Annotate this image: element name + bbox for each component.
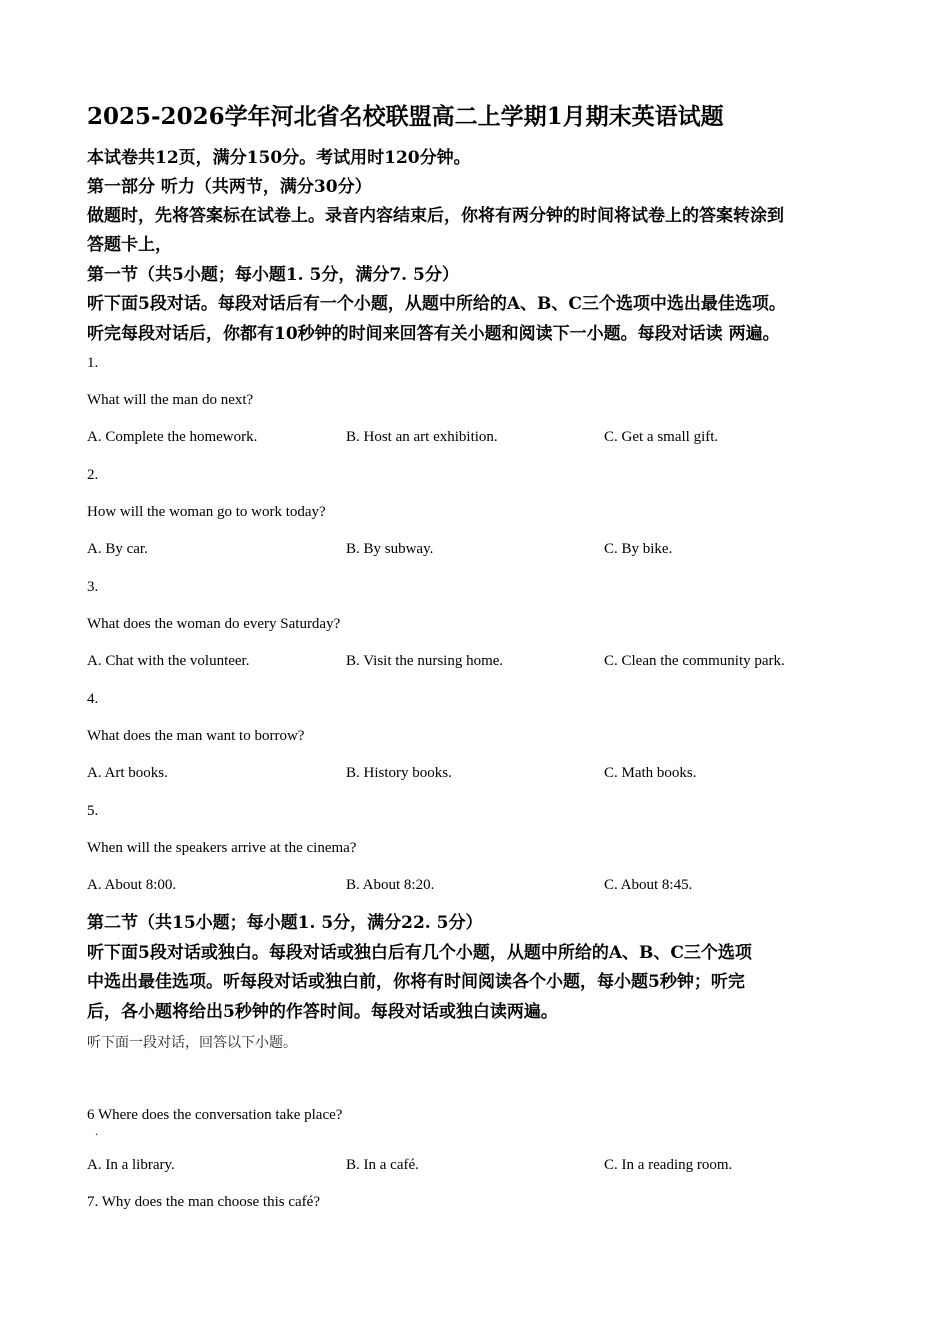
question-number: 3. — [87, 579, 99, 595]
option-c: C. In a reading room. — [604, 1157, 733, 1173]
question-text: What will the man do next? — [87, 392, 254, 408]
question-dot: . — [95, 1124, 98, 1138]
option-b: B. In a café. — [346, 1157, 419, 1173]
option-c: C. By bike. — [604, 541, 673, 557]
page-title: 2025-2026学年河北省名校联盟高二上学期1月期末英语试题 — [87, 103, 724, 130]
question-number: 2. — [87, 467, 99, 483]
option-b: B. About 8:20. — [346, 877, 435, 893]
question-text: 7. Why does the man choose this café? — [87, 1194, 320, 1210]
question-text: 6 Where does the conversation take place? — [87, 1107, 343, 1123]
question-number: 1. — [87, 355, 99, 371]
question-number: 5. — [87, 803, 99, 819]
option-a: A. Art books. — [87, 765, 168, 781]
option-c: C. Clean the community park. — [604, 653, 785, 669]
intro-line-1: 本试卷共12页，满分150分。考试用时120分钟。 — [87, 148, 471, 168]
question-text: What does the man want to borrow? — [87, 728, 305, 744]
section2-instruction-2: 中选出最佳选项。听每段对话或独白前，你将有时间阅读各个小题，每小题5秒钟；听完 — [87, 972, 745, 992]
section1-header: 第一节（共5小题；每小题1. 5分，满分7. 5分） — [87, 265, 459, 285]
option-a: A. In a library. — [87, 1157, 175, 1173]
question-number: 4. — [87, 691, 99, 707]
intro-line-2: 第一部分 听力（共两节，满分30分） — [87, 177, 372, 197]
section2-instruction-1: 听下面5段对话或独白。每段对话或独白后有几个小题，从题中所给的A、B、C三个选项 — [87, 943, 752, 963]
option-b: B. History books. — [346, 765, 452, 781]
question-text: How will the woman go to work today? — [87, 504, 326, 520]
question-text: When will the speakers arrive at the cinema? — [87, 840, 357, 856]
option-b: B. By subway. — [346, 541, 434, 557]
option-a: A. About 8:00. — [87, 877, 177, 893]
option-a: A. Complete the homework. — [87, 429, 258, 445]
section1-instruction-1: 听下面5段对话。每段对话后有一个小题，从题中所给的A、B、C三个选项中选出最佳选项。 — [87, 294, 786, 314]
option-a: A. By car. — [87, 541, 148, 557]
question-text: What does the woman do every Saturday? — [87, 616, 341, 632]
option-c: C. Get a small gift. — [604, 429, 719, 445]
option-b: B. Visit the nursing home. — [346, 653, 504, 669]
section2-header: 第二节（共15小题；每小题1. 5分，满分22. 5分） — [87, 913, 483, 933]
section1-instruction-2: 听完每段对话后，你都有10秒钟的时间来回答有关小题和阅读下一小题。每段对话读 两遍。 — [87, 324, 780, 344]
option-b: B. Host an art exhibition. — [346, 429, 498, 445]
intro-line-3: 做题时，先将答案标在试卷上。录音内容结束后，你将有两分钟的时间将试卷上的答案转涂到 — [87, 206, 784, 226]
option-c: C. About 8:45. — [604, 877, 693, 893]
dialogue-note: 听下面一段对话，回答以下小题。 — [87, 1035, 297, 1051]
section2-instruction-3: 后，各小题将给出5秒钟的作答时间。每段对话或独白读两遍。 — [87, 1002, 558, 1022]
intro-line-4: 答题卡上， — [87, 235, 172, 255]
option-c: C. Math books. — [604, 765, 697, 781]
option-a: A. Chat with the volunteer. — [87, 653, 250, 669]
